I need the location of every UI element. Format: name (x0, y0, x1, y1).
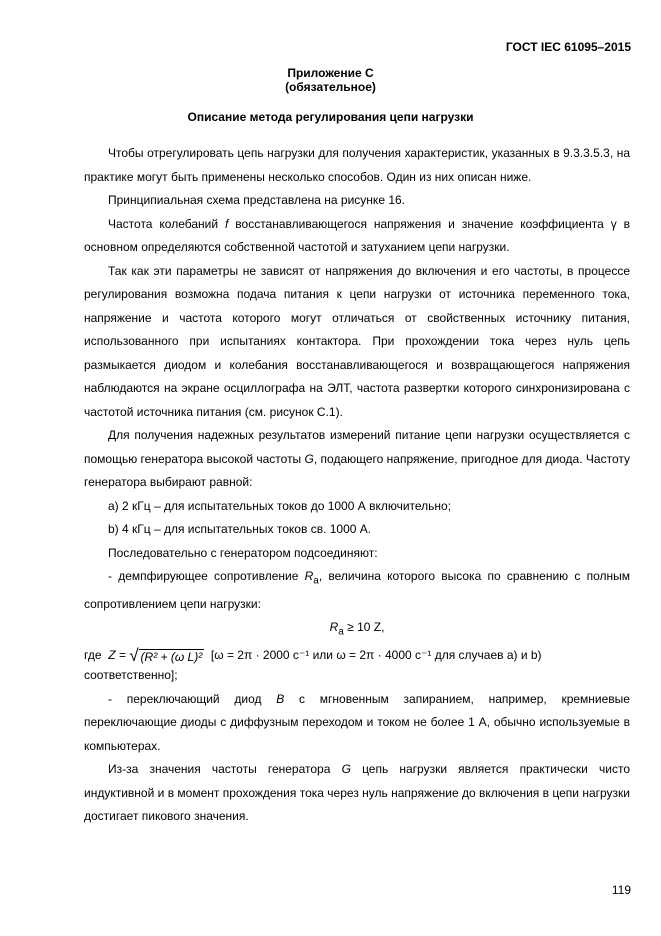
appendix-title: Приложение С (287, 66, 374, 80)
paragraph-9 (84, 758, 630, 829)
paragraph-7 (84, 565, 630, 616)
resistance-symbol: R (304, 569, 314, 583)
formula-r: R (329, 620, 339, 635)
where-text: [ω = 2π · 2000 с⁻¹ или ω = 2π · 4000 с⁻¹ для случаев а) и b) (210, 648, 542, 663)
where-continuation: соответственно]; (84, 667, 178, 682)
where-line (84, 644, 630, 665)
formula-rest: ≥ 10 Z, (343, 620, 385, 635)
paragraph-2: Принципиальная схема представлена на рисунке 16. (108, 193, 406, 207)
p9-text-a: Из-за значения частоты генератора (108, 762, 331, 777)
appendix-status: (обязательное) (285, 80, 376, 94)
formula-subscript: a (338, 626, 344, 638)
p3-text-a: Частота колебаний (108, 216, 219, 231)
diode-symbol: B (276, 691, 285, 706)
p9-text-b: цепь нагрузки является практически чисто индуктивной и в момент прохождения тока через нуль напряжение до включения в цепи нагрузки достигает пикового значения. (84, 762, 631, 824)
paragraph-8 (84, 688, 630, 759)
p5-text-a: Для получения надежных результатов измерений питание цепи нагрузки осуществляется с помощью генератора высокой частоты (84, 428, 630, 466)
p7-text-b: , величина которого высока по сравнению с полным сопротивлением цепи нагрузки: (84, 569, 630, 611)
sqrt-body: (R² + (ω L)² (140, 649, 203, 664)
generator-symbol: G (304, 451, 314, 466)
sqrt-expression (129, 647, 204, 666)
p7-text-a: - демпфирующее сопротивление (108, 569, 299, 583)
p5-text-b: , подающего напряжение, пригодное для диода. Частоту генератора выбирают равной: (84, 451, 630, 489)
page-number: 119 (611, 883, 631, 897)
appendix-heading: Описание метода регулирования цепи нагрузки (187, 110, 474, 124)
where-z: Z = (108, 648, 126, 663)
resistance-subscript: a (313, 575, 319, 587)
paragraph-1: Чтобы отрегулировать цепь нагрузки для получения характеристик, указанных в 9.3.3.5.3, на практике могут быть применены несколько способов. Один из них описан ниже. (84, 146, 630, 184)
standard-number: ГОСТ IEC 61095–2015 (505, 40, 631, 54)
paragraph-6: Последовательно с генератором подсоединяют: (108, 545, 378, 560)
frequency-symbol: f (225, 216, 229, 231)
paragraph-5 (84, 424, 630, 495)
sqrt-sign: √ (129, 645, 139, 665)
list-item-a: а) 2 кГц – для испытательных токов до 1000 А включительно; (108, 498, 452, 513)
generator-symbol-2: G (341, 762, 351, 777)
where-label: где (84, 648, 102, 663)
paragraph-3 (84, 213, 630, 260)
formula (84, 616, 630, 644)
p8-text-b: с мгновенным запиранием, например, кремниевые переключающие диоды с диффузным переходом и током не более 1 А, обычно используемые в компьютерах. (84, 691, 630, 753)
p3-text-b: восстанавливающегося напряжения и значение коэффициента γ в основном определяются собственной частотой и затуханием цепи нагрузки. (84, 216, 630, 254)
paragraph-4: Так как эти параметры не зависят от напряжения до включения и его частоты, в процессе регулирования возможна подача питания к цепи нагрузки от источника переменного тока, напряжение и частота которого могут отличаться от свойственных источнику питания, использованного при испытаниях контактора. При прохождении тока через нуль цепь размыкается диодом и колебания восстанавливающегося и возвращающегося напряжения наблюдаются на экране осциллографа на ЭЛТ, частота развертки которого синхронизирована с частотой источника питания (см. рисунок С.1). (84, 263, 630, 419)
list-item-b: b) 4 кГц – для испытательных токов св. 1000 А. (108, 522, 372, 536)
p8-text-a: - переключающий диод (108, 691, 262, 706)
document-body (84, 142, 630, 829)
